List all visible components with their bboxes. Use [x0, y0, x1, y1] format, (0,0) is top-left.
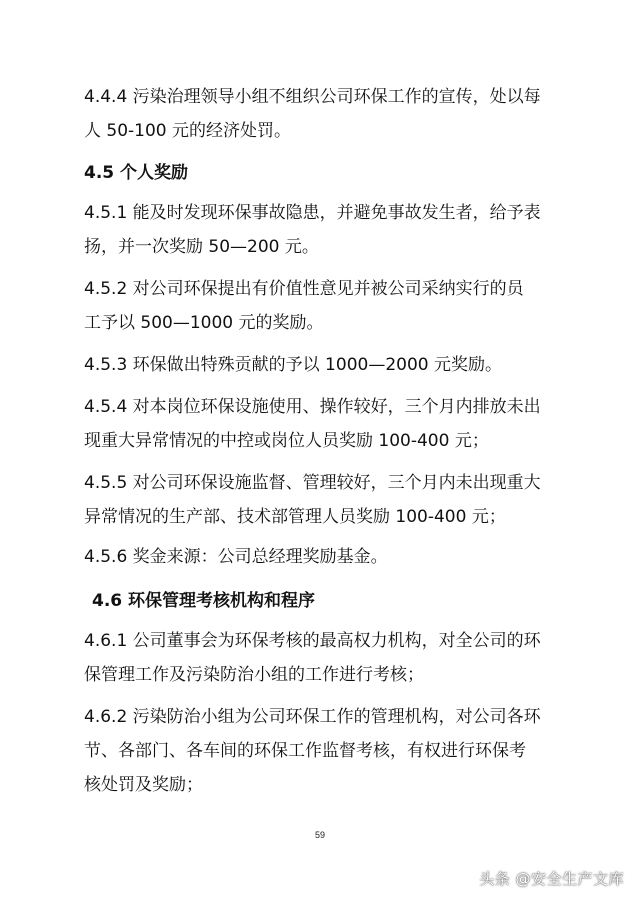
- paragraph-4-5-4: [84, 390, 564, 458]
- paragraph-4-5-5: [84, 466, 564, 534]
- paragraph-4-6-2: [84, 700, 564, 802]
- page-number: 59: [314, 830, 325, 840]
- paragraph-4-5-1: [84, 196, 564, 264]
- paragraph-4-4-4: [84, 80, 564, 148]
- section-heading-4-5: 4.5 个人奖励: [84, 163, 189, 183]
- text-line: 现重大异常情况的中控或岗位人员奖励 100-400 元；: [84, 431, 489, 451]
- text-line: 4.5.2 对公司环保提出有价值性意见并被公司采纳实行的员: [84, 279, 524, 299]
- text-line: 工予以 500—1000 元的奖励。: [84, 313, 324, 333]
- section-heading-4-6: 4.6 环保管理考核机构和程序: [92, 591, 316, 611]
- text-line: 4.5.4 对本岗位环保设施使用、操作较好，三个月内排放未出: [84, 397, 541, 417]
- text-line: 4.6.1 公司董事会为环保考核的最高权力机构，对全公司的环: [84, 631, 541, 651]
- paragraph-4-5-3: [84, 348, 564, 382]
- text-line: 4.5.1 能及时发现环保事故隐患，并避免事故发生者，给予表: [84, 203, 541, 223]
- text-line: 4.5.5 对公司环保设施监督、管理较好，三个月内未出现重大: [84, 473, 541, 493]
- paragraph-4-5-2: [84, 272, 564, 340]
- text-line: 核处罚及奖励；: [84, 775, 203, 795]
- text-line: 节、各部门、各车间的环保工作监督考核，有权进行环保考: [84, 741, 526, 761]
- paragraph-4-6-1: [84, 624, 564, 692]
- text-line: 人 50-100 元的经济处罚。: [84, 121, 292, 141]
- paragraph-4-5-6: [84, 540, 564, 574]
- text-line: 保管理工作及污染防治小组的工作进行考核；: [84, 665, 424, 685]
- text-line: 扬，并一次奖励 50—200 元。: [84, 237, 319, 257]
- text-line: 4.6.2 污染防治小组为公司环保工作的管理机构，对公司各环: [84, 707, 541, 727]
- text-line: 4.5.3 环保做出特殊贡献的予以 1000—2000 元奖励。: [84, 355, 502, 375]
- text-line: 异常情况的生产部、技术部管理人员奖励 100-400 元；: [84, 507, 506, 527]
- watermark: 头条 @安全生产文库: [479, 870, 624, 888]
- text-line: 4.4.4 污染治理领导小组不组织公司环保工作的宣传，处以每: [84, 87, 541, 107]
- text-line: 4.5.6 奖金来源：公司总经理奖励基金。: [84, 547, 388, 567]
